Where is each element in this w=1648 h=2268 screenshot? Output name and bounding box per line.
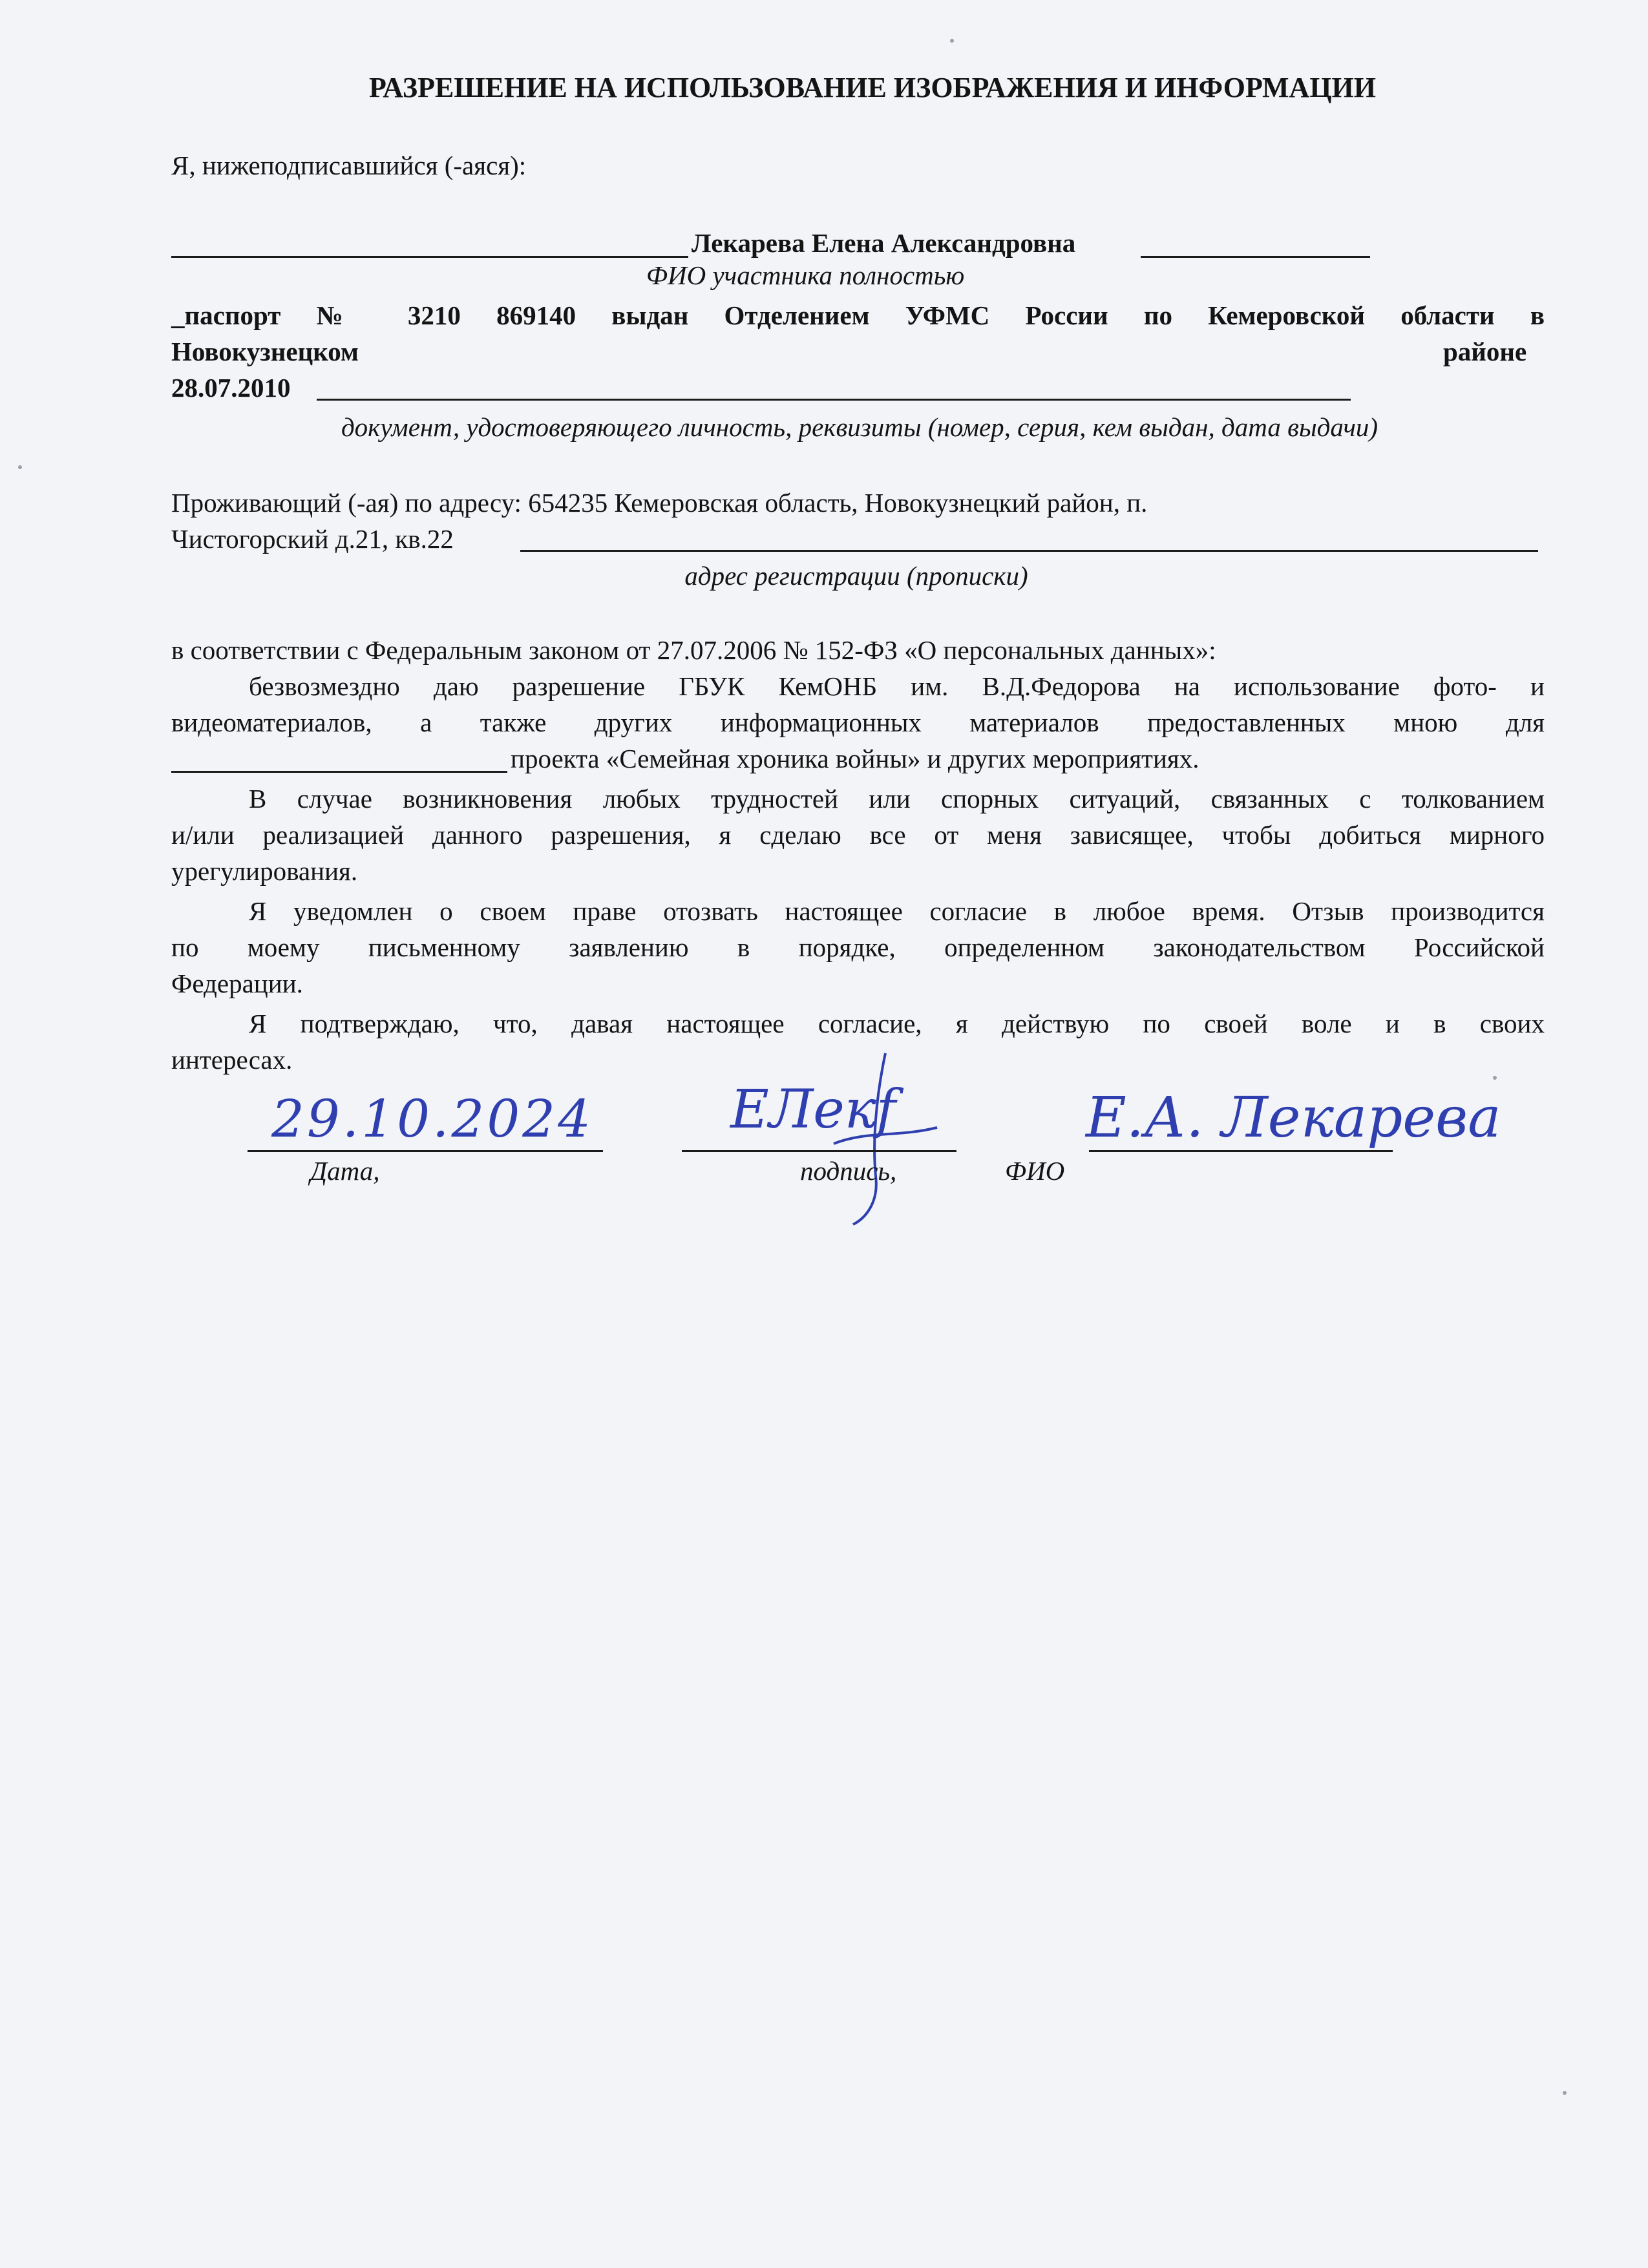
handwritten-date: 29.10.2024: [271, 1089, 594, 1149]
consent-paragraph-line-3: проекта «Семейная хроника войны» и других мероприятиях.: [511, 744, 1199, 773]
document-title: РАЗРЕШЕНИЕ НА ИСПОЛЬЗОВАНИЕ ИЗОБРАЖЕНИЯ И ИНФОРМАЦИИ: [368, 72, 1376, 103]
name-underline-left: [171, 256, 688, 258]
confirmation-paragraph-line-2: интересах.: [171, 1045, 293, 1075]
intro-text: Я, нижеподписавшийся (-аяся):: [171, 151, 527, 180]
address-underline: [520, 550, 1538, 552]
passport-line-2-right: районе: [1443, 337, 1527, 366]
handwritten-signature: ЕЛекf: [730, 1079, 896, 1140]
dispute-paragraph-line-1: В случае возникновения любых трудностей или спорных ситуаций, связанных с толкованием: [249, 784, 1545, 814]
signature-flourish: [814, 1047, 956, 1234]
scan-speck: [18, 465, 22, 469]
passport-underline: [317, 399, 1351, 401]
consent-paragraph-line-2: видеоматериалов, а также других информационных материалов предоставленных мною для: [171, 708, 1545, 737]
dispute-paragraph-line-2: и/или реализацией данного разрешения, я сделаю все от меня зависящее, чтобы добиться мирного: [171, 820, 1545, 850]
address-caption: адрес регистрации (прописки): [684, 561, 1028, 591]
address-line-2: Чистогорский д.21, кв.22: [171, 524, 454, 554]
confirmation-paragraph-line-1: Я подтверждаю, что, давая настоящее согласие, я действую по своей воле и в своих: [249, 1009, 1545, 1038]
scan-speck: [1563, 2091, 1567, 2095]
full-name-caption: ФИО участника полностью: [646, 260, 965, 290]
address-line-1: Проживающий (-ая) по адресу: 654235 Кемеровская область, Новокузнецкий район, п.: [171, 488, 1148, 518]
scan-speck: [1493, 1076, 1497, 1080]
handwritten-name: Е.А. Лекарева: [1086, 1086, 1501, 1150]
scan-speck: [950, 39, 954, 43]
dispute-paragraph-line-3: урегулирования.: [171, 856, 358, 886]
name-underline-right: [1141, 256, 1370, 258]
passport-line-1: _паспорт № 3210 869140 выдан Отделением УФМС России по Кемеровской области в: [171, 300, 1545, 330]
consent-project-blank: [171, 771, 507, 773]
passport-line-2-left: Новокузнецком: [171, 337, 359, 366]
withdrawal-paragraph-line-1: Я уведомлен о своем праве отозвать настоящее согласие в любое время. Отзыв производится: [249, 896, 1545, 926]
consent-paragraph-line-1: безвозмездно даю разрешение ГБУК КемОНБ им. В.Д.Федорова на использование фото- и: [249, 671, 1545, 701]
date-line: [248, 1150, 603, 1152]
date-caption: Дата,: [310, 1156, 380, 1186]
signature-caption: подпись,: [800, 1156, 897, 1186]
withdrawal-paragraph-line-2: по моему письменному заявлению в порядке, определенном законодательством Российской: [171, 932, 1545, 962]
withdrawal-paragraph-line-3: Федерации.: [171, 969, 303, 998]
name-line: [1089, 1150, 1393, 1152]
law-reference: в соответствии с Федеральным законом от 27.07.2006 № 152-ФЗ «О персональных данных»:: [171, 635, 1216, 665]
participant-full-name: Лекарева Елена Александровна: [692, 228, 1076, 258]
passport-issue-date: 28.07.2010: [171, 373, 291, 403]
passport-caption: документ, удостоверяющего личность, реквизиты (номер, серия, кем выдан, дата выдачи): [341, 412, 1379, 442]
signature-line: [682, 1150, 956, 1152]
name-caption: ФИО: [1005, 1156, 1065, 1186]
